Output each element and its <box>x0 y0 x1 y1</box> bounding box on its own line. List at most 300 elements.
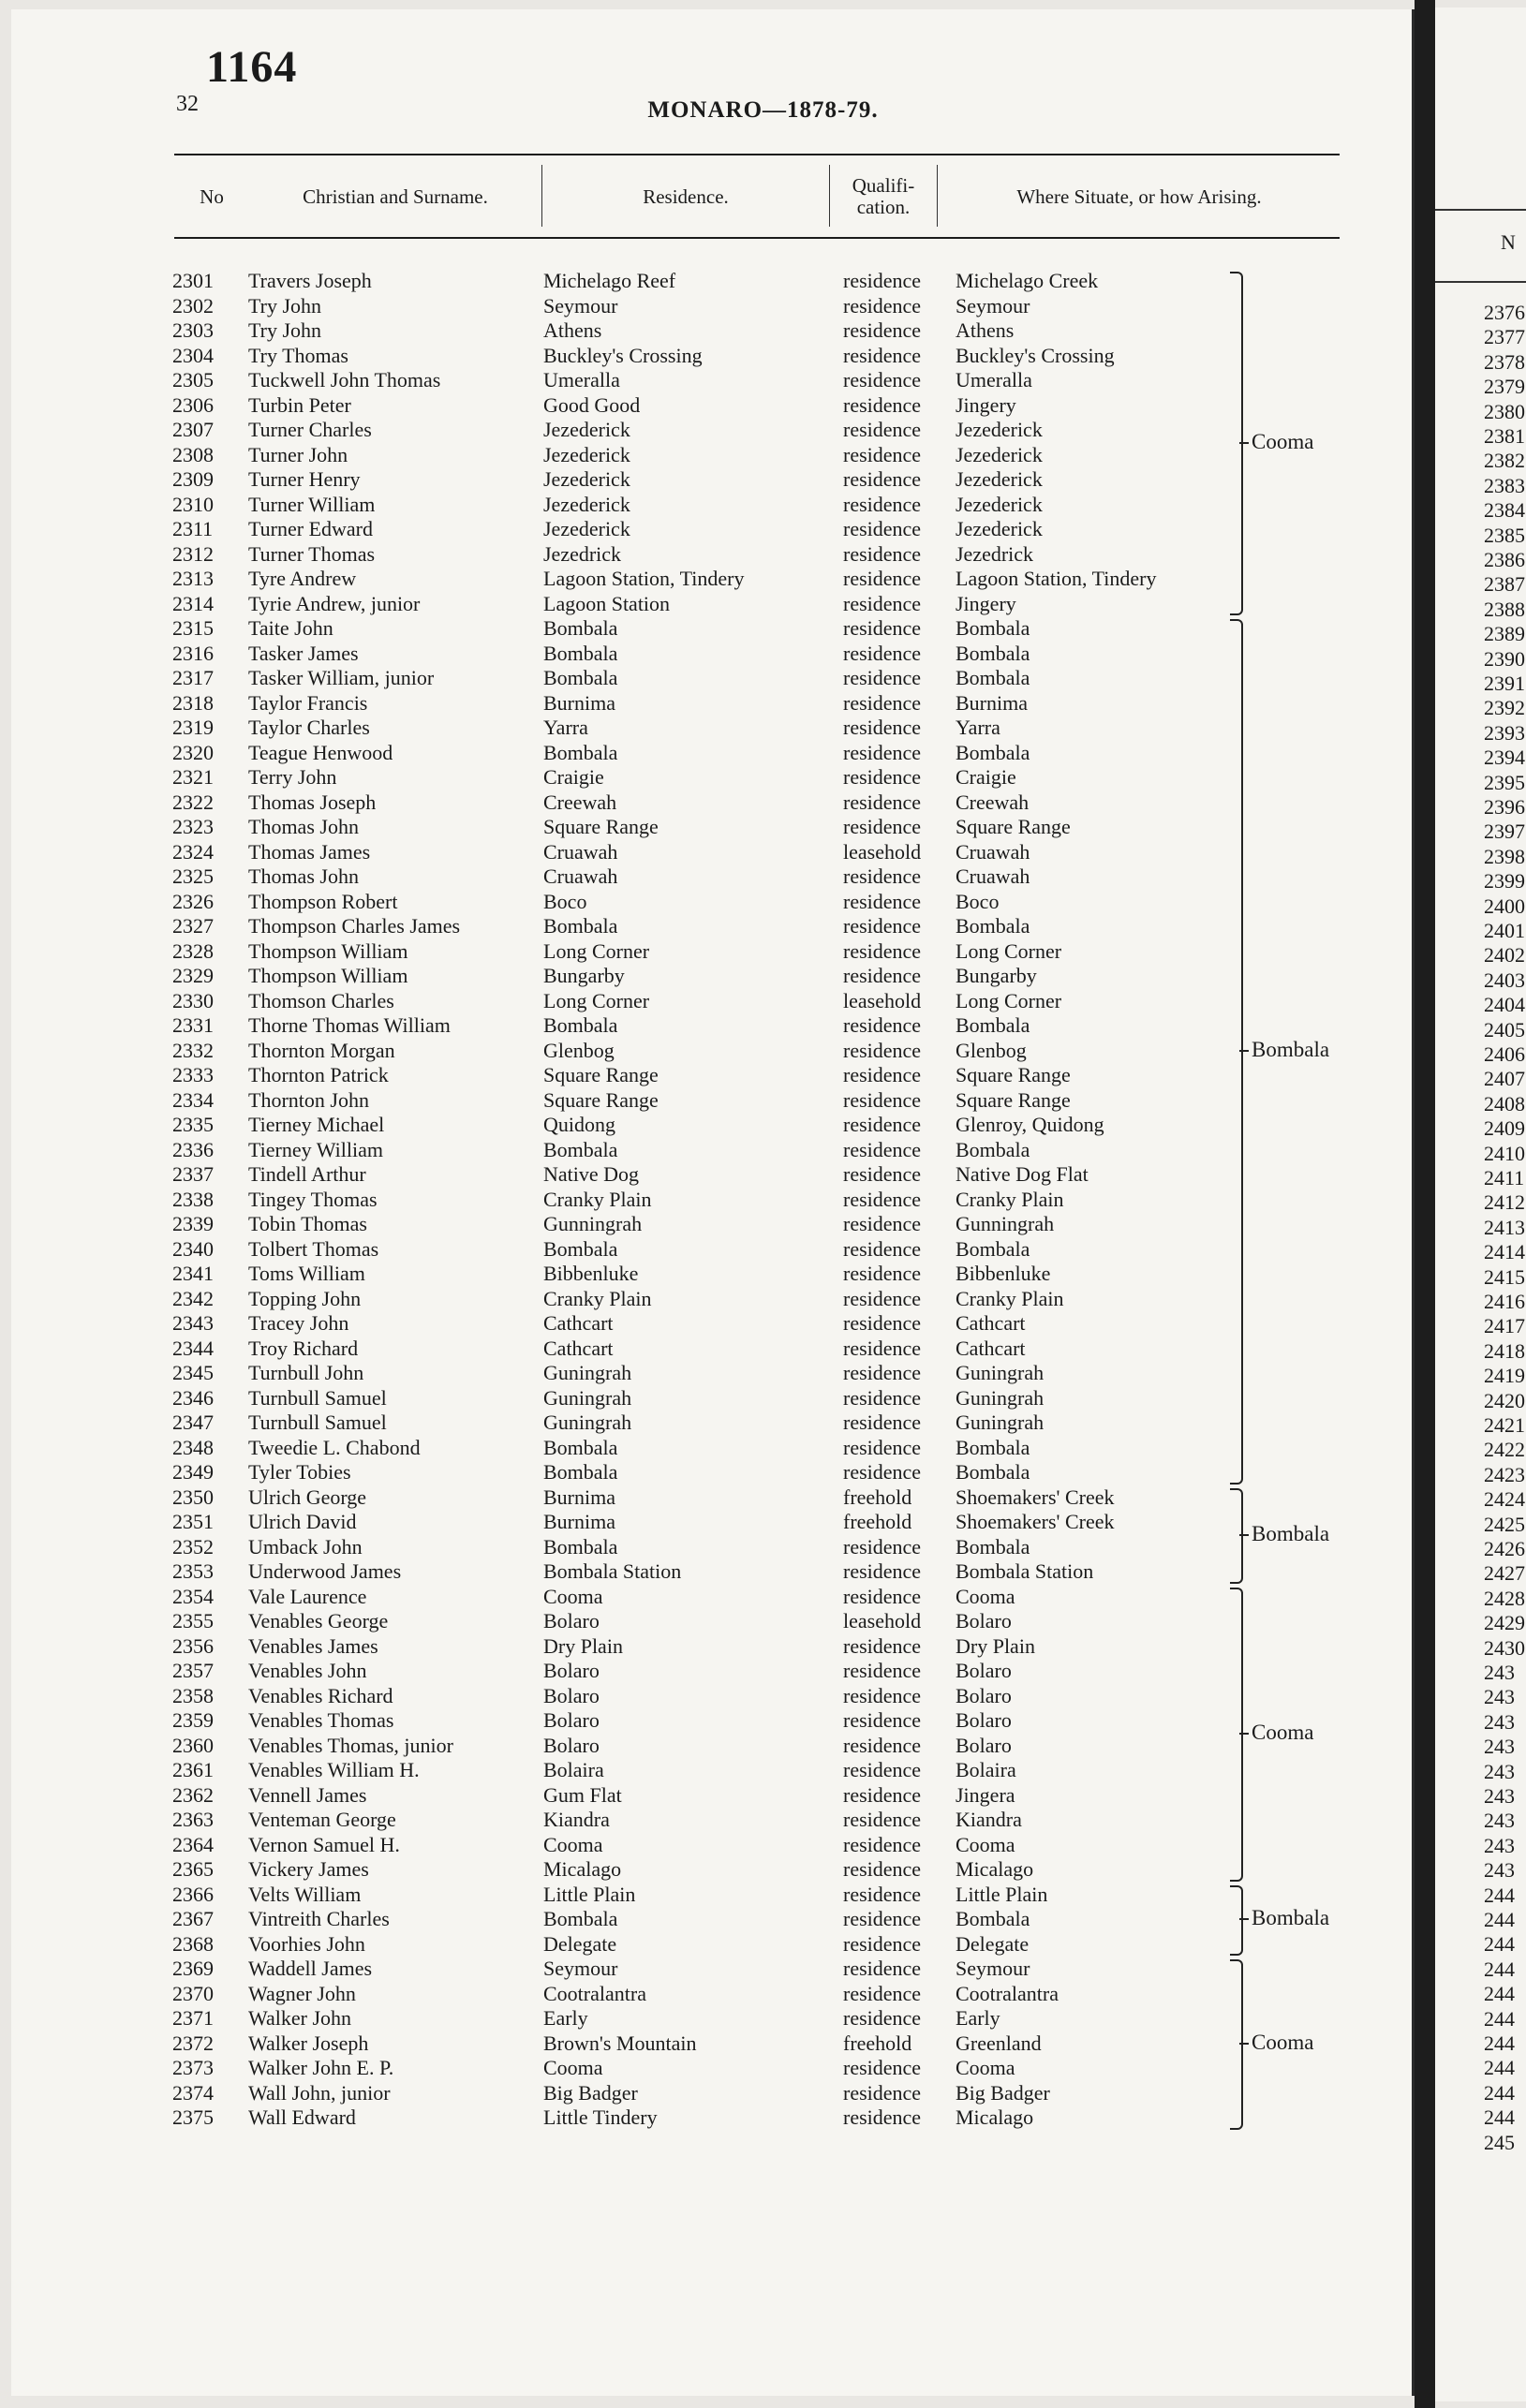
residence: Jezederick <box>543 467 630 491</box>
brace-tip <box>1239 442 1249 444</box>
residence: Square Range <box>543 1063 659 1086</box>
entry-number: 2342 <box>172 1286 214 1310</box>
edge-header: N <box>1501 230 1516 254</box>
edge-entry-number: 2425 <box>1484 1512 1525 1536</box>
voter-name: Thornton Patrick <box>248 1063 389 1086</box>
edge-entry-number: 2380 <box>1484 399 1525 423</box>
entry-number: 2320 <box>172 740 214 764</box>
where-situate: Jezederick <box>956 442 1043 466</box>
entry-number: 2313 <box>172 567 214 590</box>
qualification: residence <box>843 1013 922 1037</box>
table-row <box>0 1261 1526 1286</box>
qualification: residence <box>843 492 922 516</box>
edge-entry-number: 243 <box>1484 1685 1515 1709</box>
residence: Bolaro <box>543 1659 600 1682</box>
table-row <box>0 2005 1526 2031</box>
edge-entry-number: 2418 <box>1484 1338 1525 1363</box>
where-situate: Bombala <box>956 641 1030 665</box>
brace-tip <box>1239 1534 1249 1536</box>
where-situate: Jezederick <box>956 467 1043 491</box>
edge-entry-number: 244 <box>1484 1908 1515 1931</box>
residence: Lagoon Station, Tindery <box>543 567 745 590</box>
where-situate: Seymour <box>956 1957 1030 1980</box>
qualification: residence <box>843 815 922 838</box>
residence: Bombala <box>543 1435 618 1459</box>
edge-entry-number: 2386 <box>1484 548 1525 571</box>
where-situate: Kiandra <box>956 1808 1022 1831</box>
where-situate: Seymour <box>956 293 1030 318</box>
entry-number: 2359 <box>172 1708 214 1732</box>
qualification: residence <box>843 1212 922 1235</box>
edge-entry-number: 2394 <box>1484 746 1525 770</box>
voter-name: Thomas John <box>248 864 359 888</box>
voter-name: Turbin Peter <box>248 392 351 417</box>
where-situate: Bombala <box>956 914 1030 938</box>
entry-number: 2301 <box>172 269 214 292</box>
voter-name: Tasker James <box>248 641 359 665</box>
entry-number: 2306 <box>172 392 214 417</box>
edge-entry-number: 2385 <box>1484 523 1525 547</box>
residence: Early <box>543 2006 588 2030</box>
where-situate: Square Range <box>956 1087 1071 1112</box>
qualification: residence <box>843 1137 922 1161</box>
table-row <box>0 913 1526 938</box>
entry-number: 2303 <box>172 318 214 342</box>
voter-name: Topping John <box>248 1286 362 1310</box>
entry-number: 2331 <box>172 1013 214 1037</box>
voter-name: Tweedie L. Chabond <box>248 1435 421 1459</box>
where-situate: Bombala <box>956 1435 1030 1459</box>
voter-name: Tyrie Andrew, junior <box>248 591 421 615</box>
edge-entry-number: 245 <box>1484 2130 1515 2154</box>
entry-number: 2327 <box>172 914 214 938</box>
where-situate: Bibbenluke <box>956 1262 1051 1285</box>
district-brace <box>1230 1588 1243 1882</box>
where-situate: Glenroy, Quidong <box>956 1113 1104 1136</box>
residence: Cruawah <box>543 839 618 864</box>
voter-name: Travers Joseph <box>248 269 372 292</box>
qualification: residence <box>843 2006 922 2030</box>
edge-entry-number: 2377 <box>1484 325 1525 349</box>
entry-number: 2370 <box>172 1981 214 2005</box>
district-label: Bombala <box>1252 1906 1330 1930</box>
edge-entry-number: 2390 <box>1484 646 1525 671</box>
qualification: residence <box>843 1931 922 1956</box>
edge-entry-number: 2376 <box>1484 301 1525 324</box>
edge-entry-number: 2409 <box>1484 1116 1525 1141</box>
qualification: residence <box>843 1435 922 1459</box>
edge-entry-number: 243 <box>1484 1784 1515 1808</box>
edge-entry-number: 243 <box>1484 1809 1515 1833</box>
table-row <box>0 516 1526 541</box>
residence: Micalago <box>543 1857 622 1881</box>
residence: Bombala <box>543 1236 618 1261</box>
edge-entry-number: 244 <box>1484 1932 1515 1957</box>
edge-entry-number: 2426 <box>1484 1537 1525 1560</box>
brace-tip <box>1239 2043 1249 2045</box>
edge-entry-number: 2427 <box>1484 1561 1525 1586</box>
qualification: residence <box>843 889 922 913</box>
entry-number: 2366 <box>172 1882 214 1906</box>
residence: Cathcart <box>543 1336 614 1360</box>
entry-number: 2319 <box>172 716 214 739</box>
table-row <box>0 492 1526 517</box>
edge-entry-number: 2388 <box>1484 597 1525 621</box>
where-situate: Bombala <box>956 1137 1030 1161</box>
residence: Brown's Mountain <box>543 2031 697 2055</box>
voter-name: Tobin Thomas <box>248 1212 367 1235</box>
residence: Cootralantra <box>543 1981 646 2005</box>
entry-number: 2304 <box>172 343 214 367</box>
qualification: residence <box>843 914 922 938</box>
residence: Bombala <box>543 1137 618 1161</box>
table-row <box>0 938 1526 964</box>
entry-number: 2340 <box>172 1236 214 1261</box>
table-row <box>0 1137 1526 1162</box>
header-qualification: Qualifi- cation. <box>852 174 915 218</box>
edge-entry-number: 2415 <box>1484 1264 1525 1289</box>
residence: Square Range <box>543 1087 659 1112</box>
edge-entry-number: 2410 <box>1484 1141 1525 1165</box>
table-row <box>0 2105 1526 2130</box>
where-situate: Jingery <box>956 392 1016 417</box>
entry-number: 2360 <box>172 1733 214 1757</box>
voter-name: Turner Edward <box>248 517 373 540</box>
qualification: residence <box>843 2105 922 2129</box>
edge-entry-number: 243 <box>1484 1709 1515 1734</box>
table-row <box>0 1236 1526 1262</box>
qualification: residence <box>843 1411 922 1434</box>
voter-name: Venables William H. <box>248 1758 420 1781</box>
table-row <box>0 1385 1526 1411</box>
residence: Jezederick <box>543 492 630 516</box>
where-situate: Shoemakers' Creek <box>956 1510 1115 1533</box>
where-situate: Bolaro <box>956 1659 1012 1682</box>
voter-name: Venteman George <box>248 1808 396 1831</box>
where-situate: Glenbog <box>956 1038 1027 1062</box>
entry-number: 2345 <box>172 1361 214 1384</box>
qualification: residence <box>843 938 922 963</box>
edge-entry-number: 2381 <box>1484 424 1525 448</box>
edge-entry-number: 2396 <box>1484 795 1525 819</box>
voter-name: Taite John <box>248 616 333 640</box>
qualification: residence <box>843 690 922 715</box>
edge-entry-number: 244 <box>1484 2056 1515 2080</box>
table-row <box>0 740 1526 765</box>
voter-name: Waddell James <box>248 1957 373 1980</box>
where-situate: Umeralla <box>956 368 1032 391</box>
edge-entry-number: 2403 <box>1484 968 1525 992</box>
residence: Jezederick <box>543 442 630 466</box>
voter-name: Tyler Tobies <box>248 1460 351 1484</box>
entry-number: 2364 <box>172 1832 214 1856</box>
residence: Glenbog <box>543 1038 615 1062</box>
qualification: residence <box>843 790 922 814</box>
edge-entry-number: 2378 <box>1484 349 1525 374</box>
qualification: residence <box>843 1087 922 1112</box>
where-situate: Micalago <box>956 2105 1034 2129</box>
voter-name: Turnbull John <box>248 1361 364 1384</box>
residence: Bibbenluke <box>543 1262 639 1285</box>
voter-name: Thornton Morgan <box>248 1038 395 1062</box>
voter-name: Terry John <box>248 765 337 789</box>
entry-number: 2302 <box>172 293 214 318</box>
residence: Bombala <box>543 914 618 938</box>
entry-number: 2369 <box>172 1957 214 1980</box>
stamp-number: 1164 <box>206 42 298 92</box>
residence: Craigie <box>543 765 604 789</box>
qualification: residence <box>843 1460 922 1484</box>
voter-name: Tierney William <box>248 1137 383 1161</box>
where-situate: Cooma <box>956 1832 1015 1856</box>
entry-number: 2347 <box>172 1411 214 1434</box>
edge-entry-number: 2398 <box>1484 844 1525 868</box>
residence: Bombala <box>543 740 618 764</box>
where-situate: Guningrah <box>956 1361 1044 1384</box>
residence: Native Dog <box>543 1162 640 1186</box>
where-situate: Delegate <box>956 1931 1030 1956</box>
table-row <box>0 392 1526 418</box>
district-label: Bombala <box>1252 1521 1330 1545</box>
voter-name: Venables John <box>248 1659 367 1682</box>
qualification: residence <box>843 1262 922 1285</box>
qualification: residence <box>843 1733 922 1757</box>
where-situate: Buckley's Crossing <box>956 343 1115 367</box>
residence: Guningrah <box>543 1385 632 1410</box>
entry-number: 2361 <box>172 1758 214 1781</box>
qualification: leasehold <box>843 839 922 864</box>
residence: Guningrah <box>543 1361 632 1384</box>
voter-name: Wagner John <box>248 1981 356 2005</box>
edge-entry-number: 2400 <box>1484 894 1525 918</box>
where-situate: Bolaro <box>956 1609 1012 1632</box>
entry-number: 2314 <box>172 591 214 615</box>
table-row <box>0 268 1526 293</box>
voter-name: Thomas Joseph <box>248 790 377 814</box>
qualification: residence <box>843 442 922 466</box>
edge-entry-number: 243 <box>1484 1661 1515 1684</box>
edge-entry-number: 244 <box>1484 2006 1515 2031</box>
table-row <box>0 1584 1526 1609</box>
voter-name: Vintreith Charles <box>248 1907 390 1930</box>
edge-entry-number: 244 <box>1484 1982 1515 2006</box>
edge-entry-number: 243 <box>1484 1759 1515 1783</box>
where-situate: Cootralantra <box>956 1981 1059 2005</box>
qualification: residence <box>843 616 922 640</box>
edge-entry-number: 2430 <box>1484 1635 1525 1660</box>
table-row <box>0 1956 1526 1981</box>
where-situate: Burnima <box>956 690 1028 715</box>
edge-entry-number: 2411 <box>1484 1166 1525 1189</box>
edge-entry-number: 2428 <box>1484 1586 1525 1610</box>
qualification: freehold <box>843 1485 912 1509</box>
voter-name: Venables Thomas, junior <box>248 1733 453 1757</box>
qualification: residence <box>843 1683 922 1707</box>
entry-number: 2351 <box>172 1510 214 1533</box>
qualification: residence <box>843 1782 922 1807</box>
where-situate: Cooma <box>956 1584 1015 1608</box>
voter-name: Tracey John <box>248 1311 349 1335</box>
voter-name: Thompson Robert <box>248 889 398 913</box>
residence: Bombala <box>543 1460 618 1484</box>
where-situate: Native Dog Flat <box>956 1162 1089 1186</box>
edge-entry-number: 2419 <box>1484 1364 1525 1388</box>
qualification: residence <box>843 1584 922 1608</box>
entry-number: 2352 <box>172 1534 214 1559</box>
where-situate: Bombala Station <box>956 1559 1094 1583</box>
edge-entry-number: 2402 <box>1484 943 1525 968</box>
table-row <box>0 1310 1526 1336</box>
edge-entry-number: 243 <box>1484 1858 1515 1883</box>
residence: Kiandra <box>543 1808 610 1831</box>
voter-name: Ulrich George <box>248 1485 367 1509</box>
edge-entry-number: 2416 <box>1484 1290 1525 1313</box>
qualification: residence <box>843 1361 922 1384</box>
header-name: Christian and Surname. <box>303 185 488 208</box>
where-situate: Jezedrick <box>956 541 1034 566</box>
edge-entry-number: 2397 <box>1484 820 1525 844</box>
entry-number: 2365 <box>172 1857 214 1881</box>
edge-entry-number: 2406 <box>1484 1042 1525 1066</box>
voter-name: Thompson William <box>248 964 408 987</box>
voter-name: Thomas John <box>248 815 359 838</box>
edge-entry-number: 2423 <box>1484 1462 1525 1486</box>
table-row <box>0 1360 1526 1385</box>
edge-entry-number: 2408 <box>1484 1091 1525 1115</box>
residence: Bombala <box>543 1907 618 1930</box>
entry-number: 2348 <box>172 1435 214 1459</box>
edge-entry-number: 2414 <box>1484 1240 1525 1264</box>
residence: Burnima <box>543 1510 615 1533</box>
entry-number: 2317 <box>172 666 214 689</box>
table-row <box>0 690 1526 716</box>
where-situate: Bolaro <box>956 1683 1012 1707</box>
residence: Long Corner <box>543 938 650 963</box>
table-row <box>0 2080 1526 2105</box>
qualification: residence <box>843 1808 922 1831</box>
where-situate: Cooma <box>956 2056 1015 2079</box>
where-situate: Craigie <box>956 765 1016 789</box>
residence: Quidong <box>543 1113 615 1136</box>
district-label: Cooma <box>1252 429 1314 453</box>
qualification: residence <box>843 1534 922 1559</box>
table-row <box>0 988 1526 1013</box>
qualification: residence <box>843 1286 922 1310</box>
residence: Little Plain <box>543 1882 636 1906</box>
table-row <box>0 1211 1526 1236</box>
table-row <box>0 318 1526 343</box>
table-row <box>0 1459 1526 1485</box>
voter-name: Tindell Arthur <box>248 1162 366 1186</box>
entry-number: 2355 <box>172 1609 214 1632</box>
qualification: residence <box>843 1957 922 1980</box>
residence: Jezedrick <box>543 541 622 566</box>
voter-name: Tolbert Thomas <box>248 1236 379 1261</box>
entry-number: 2333 <box>172 1063 214 1086</box>
residence: Guningrah <box>543 1411 632 1434</box>
table-row <box>0 591 1526 616</box>
entry-number: 2310 <box>172 492 214 516</box>
entry-number: 2371 <box>172 2006 214 2030</box>
voter-name: Tuckwell John Thomas <box>248 368 441 391</box>
where-situate: Micalago <box>956 1857 1034 1881</box>
table-row <box>0 715 1526 740</box>
qualification: residence <box>843 368 922 391</box>
entry-number: 2367 <box>172 1907 214 1930</box>
table-row <box>0 293 1526 318</box>
entry-number: 2322 <box>172 790 214 814</box>
voter-name: Vale Laurence <box>248 1584 367 1608</box>
residence: Bombala <box>543 616 618 640</box>
edge-entry-number: 244 <box>1484 1957 1515 1981</box>
qualification: residence <box>843 293 922 318</box>
voter-name: Vernon Samuel H. <box>248 1832 400 1856</box>
residence: Bolaro <box>543 1708 600 1732</box>
district-label: Cooma <box>1252 1720 1314 1744</box>
where-situate: Jingery <box>956 591 1016 615</box>
where-situate: Cruawah <box>956 839 1030 864</box>
residence: Jezederick <box>543 418 630 441</box>
where-situate: Cranky Plain <box>956 1187 1064 1211</box>
residence: Little Tindery <box>543 2105 658 2129</box>
entry-number: 2341 <box>172 1262 214 1285</box>
where-situate: Gunningrah <box>956 1212 1055 1235</box>
qualification: residence <box>843 666 922 689</box>
residence: Burnima <box>543 690 615 715</box>
voter-name: Taylor Charles <box>248 716 370 739</box>
voter-name: Turnbull Samuel <box>248 1411 387 1434</box>
voter-name: Thorne Thomas William <box>248 1013 451 1037</box>
edge-rule <box>1435 281 1526 283</box>
residence: Bombala <box>543 1534 618 1559</box>
qualification: residence <box>843 641 922 665</box>
residence: Square Range <box>543 815 659 838</box>
entry-number: 2321 <box>172 765 214 789</box>
voter-name: Walker John E. P. <box>248 2056 394 2079</box>
voter-name: Try John <box>248 318 322 342</box>
edge-entry-number: 2391 <box>1484 672 1525 695</box>
district-brace <box>1230 1959 1243 2130</box>
table-row <box>0 790 1526 815</box>
entry-number: 2328 <box>172 938 214 963</box>
residence: Good Good <box>543 392 641 417</box>
entry-number: 2309 <box>172 467 214 491</box>
residence: Bombala <box>543 666 618 689</box>
voter-name: Voorhies John <box>248 1931 365 1956</box>
residence: Athens <box>543 318 602 342</box>
edge-entry-number: 244 <box>1484 2105 1515 2130</box>
edge-entry-number: 2407 <box>1484 1067 1525 1091</box>
table-row <box>0 1856 1526 1882</box>
qualification: residence <box>843 2056 922 2079</box>
qualification: residence <box>843 343 922 367</box>
where-situate: Cathcart <box>956 1311 1026 1335</box>
edge-entry-number: 2392 <box>1484 696 1525 720</box>
voter-name: Turner Thomas <box>248 541 376 566</box>
voter-name: Try Thomas <box>248 343 348 367</box>
voter-name: Wall Edward <box>248 2105 356 2129</box>
header-top-rule <box>174 154 1340 155</box>
voter-name: Underwood James <box>248 1559 402 1583</box>
qualification: residence <box>843 567 922 590</box>
entry-number: 2330 <box>172 988 214 1012</box>
residence: Jezederick <box>543 517 630 540</box>
entry-number: 2374 <box>172 2080 214 2105</box>
table-row <box>0 1112 1526 1137</box>
qualification: residence <box>843 1758 922 1781</box>
table-row <box>0 1882 1526 1907</box>
entry-number: 2344 <box>172 1336 214 1360</box>
